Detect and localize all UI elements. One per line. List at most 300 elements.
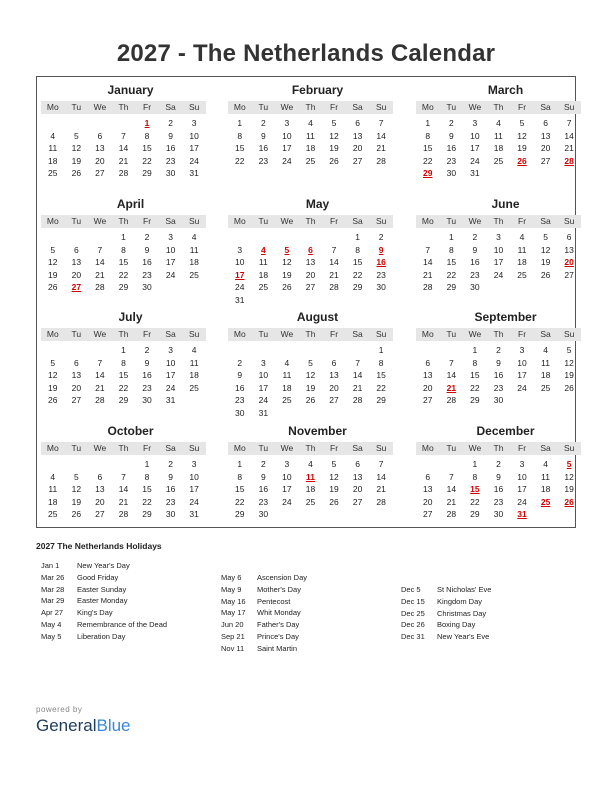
day-cell: 23 (258, 496, 269, 507)
day-cell: 30 (142, 282, 152, 292)
day-cell: 26 (48, 282, 58, 292)
day-cell: 20 (95, 496, 105, 507)
day-cell: 25 (305, 155, 316, 166)
day-cell: 21 (376, 143, 386, 153)
day-cell: 6 (543, 118, 548, 128)
holiday-day-cell: 5 (284, 244, 290, 255)
day-cell: 16 (470, 257, 480, 267)
day-cell: 20 (305, 269, 316, 280)
month-name: June (491, 197, 520, 211)
day-cell (65, 231, 89, 244)
day-cell: 15 (446, 257, 457, 267)
day-cell (88, 458, 112, 471)
day-cell: 15 (235, 484, 245, 494)
day-cell: 16 (446, 143, 457, 153)
holiday-entry (221, 631, 307, 643)
day-cell: 8 (237, 471, 243, 482)
day-cell: 19 (48, 269, 58, 280)
day-cell: 17 (165, 257, 176, 267)
day-cell: 19 (48, 382, 58, 393)
weekday-label: Su (188, 216, 200, 226)
month-name: April (116, 197, 145, 211)
page-title: 2027 - The Netherlands Calendar (116, 40, 496, 67)
week-row (41, 281, 206, 294)
week-row (41, 483, 206, 496)
day-cell: 22 (235, 155, 245, 166)
holiday-date: Dec 26 (401, 620, 425, 630)
day-cell: 30 (165, 168, 176, 178)
weekday-label: Fr (143, 443, 152, 453)
day-cell: 23 (470, 269, 480, 280)
holiday-name: Prince's Day (257, 631, 299, 641)
weekday-label: We (280, 443, 294, 453)
brand-name-part1: General (36, 716, 97, 735)
day-cell: 13 (95, 143, 105, 153)
day-cell: 18 (258, 269, 269, 280)
holiday-name: Whit Monday (257, 608, 301, 618)
day-cell: 22 (470, 496, 480, 507)
day-cell: 30 (493, 509, 504, 519)
day-cell: 12 (48, 257, 58, 267)
day-cell: 15 (376, 370, 386, 380)
day-cell: 29 (470, 395, 480, 405)
calendar-grid (36, 76, 576, 528)
weekday-label: Fr (143, 216, 152, 226)
day-cell: 2 (496, 459, 501, 469)
day-cell (299, 344, 323, 357)
weekday-label: Fr (518, 216, 527, 226)
day-cell: 26 (71, 509, 82, 519)
weekday-label: Fr (330, 443, 339, 453)
day-cell: 4 (284, 357, 290, 368)
weekday-label: Th (118, 102, 129, 112)
day-cell: 2 (378, 232, 384, 242)
day-cell: 17 (493, 257, 504, 267)
brand-name-part2: Blue (96, 716, 131, 735)
month-july (41, 309, 206, 407)
day-cell (275, 294, 299, 307)
day-cell: 9 (237, 370, 243, 380)
holiday-date: Nov 11 (221, 643, 245, 653)
day-cell: 13 (564, 244, 574, 255)
weekday-label: We (93, 102, 107, 112)
day-cell: 27 (352, 155, 363, 166)
day-cell: 18 (48, 496, 58, 507)
day-cell: 27 (95, 168, 105, 178)
day-cell: 11 (48, 143, 58, 153)
day-cell (322, 231, 346, 244)
holiday-entry (41, 607, 167, 619)
week-row (416, 155, 581, 168)
day-cell: 10 (189, 130, 199, 141)
day-cell: 10 (282, 471, 292, 482)
day-cell: 27 (95, 509, 105, 519)
weekday-label: Tu (446, 443, 457, 453)
weekday-label: Sa (540, 443, 551, 453)
day-cell (369, 407, 393, 420)
weekday-label: Sa (352, 102, 363, 112)
holiday-entry (41, 595, 167, 607)
day-cell: 8 (425, 130, 431, 141)
week-row (416, 130, 581, 143)
day-cell: 29 (142, 168, 152, 178)
day-cell: 9 (260, 130, 266, 141)
day-cell (322, 294, 346, 307)
weekday-label: Tu (71, 102, 82, 112)
day-cell (440, 344, 464, 357)
holiday-day-cell: 1 (144, 118, 150, 128)
day-cell: 26 (48, 395, 58, 405)
day-cell: 23 (493, 496, 504, 507)
weekday-label: Sa (165, 102, 176, 112)
day-cell: 4 (308, 459, 313, 469)
weekday-label: We (93, 443, 107, 453)
holiday-column (221, 572, 307, 655)
day-cell: 19 (517, 143, 527, 153)
month-name: May (305, 197, 330, 211)
week-row (228, 394, 393, 407)
powered-by-text: powered by (36, 705, 83, 714)
day-cell: 28 (446, 395, 457, 405)
week-row (416, 471, 581, 484)
week-row (41, 508, 206, 521)
day-cell: 14 (564, 130, 574, 141)
holiday-entry (221, 584, 307, 596)
holiday-date: Jun 20 (221, 620, 244, 630)
weekday-label: We (93, 216, 107, 226)
weekday-label: We (468, 443, 482, 453)
day-cell: 21 (564, 143, 574, 153)
day-cell: 1 (144, 459, 150, 469)
day-cell: 9 (448, 130, 454, 141)
week-row (41, 357, 206, 370)
holiday-day-cell: 15 (470, 484, 480, 494)
day-cell: 10 (235, 257, 245, 267)
day-cell: 25 (48, 509, 58, 519)
day-cell: 18 (48, 155, 58, 166)
day-cell: 28 (376, 155, 386, 166)
day-cell: 10 (470, 130, 480, 141)
weekday-label: Tu (71, 443, 82, 453)
day-cell: 6 (566, 232, 572, 242)
day-cell: 23 (165, 496, 176, 507)
holiday-day-cell: 5 (566, 459, 572, 469)
day-cell: 22 (142, 496, 152, 507)
day-cell: 16 (235, 382, 245, 393)
day-cell: 8 (378, 357, 384, 368)
day-cell: 1 (237, 118, 243, 128)
day-cell: 1 (472, 459, 478, 469)
weekday-header (228, 442, 393, 455)
day-cell: 6 (97, 471, 103, 482)
month-name: November (288, 424, 347, 438)
week-row (228, 281, 393, 294)
holiday-entry (41, 572, 167, 584)
day-cell: 14 (118, 484, 129, 494)
day-cell: 25 (282, 395, 292, 405)
holiday-column (41, 560, 167, 643)
day-cell: 17 (282, 143, 292, 153)
day-cell: 30 (165, 509, 176, 519)
day-cell: 30 (470, 282, 480, 292)
holiday-day-cell: 17 (235, 269, 245, 280)
holiday-day-cell: 26 (564, 496, 574, 507)
day-cell: 2 (496, 345, 501, 355)
week-row (41, 344, 206, 357)
day-cell: 20 (352, 484, 363, 494)
month-name: September (474, 310, 537, 324)
month-march (416, 82, 581, 180)
day-cell: 19 (305, 382, 316, 393)
weekday-label: Mo (233, 329, 246, 339)
day-cell: 26 (329, 155, 339, 166)
day-cell: 31 (235, 294, 245, 305)
day-cell: 30 (235, 407, 245, 418)
day-cell: 7 (566, 118, 572, 128)
day-cell (252, 294, 276, 307)
day-cell: 2 (168, 459, 173, 469)
day-cell (322, 508, 346, 521)
day-cell: 14 (423, 257, 433, 267)
weekday-label: Su (375, 216, 387, 226)
day-cell: 22 (376, 382, 386, 393)
day-cell (299, 231, 323, 244)
week-row (416, 483, 581, 496)
day-cell: 15 (142, 143, 152, 153)
weekday-header (416, 328, 581, 341)
day-cell: 24 (282, 496, 292, 507)
weekday-header (416, 101, 581, 114)
day-cell: 3 (191, 459, 197, 469)
day-cell: 23 (235, 395, 245, 405)
day-cell: 19 (329, 143, 339, 153)
weekday-label: Tu (71, 329, 82, 339)
day-cell (322, 407, 346, 420)
weekday-label: Tu (258, 216, 269, 226)
day-cell (275, 344, 299, 357)
day-cell (41, 231, 65, 244)
day-cell: 8 (121, 357, 126, 368)
day-cell: 7 (97, 357, 103, 368)
day-cell: 21 (352, 382, 363, 393)
day-cell (510, 167, 534, 180)
day-cell: 7 (378, 118, 384, 128)
day-cell: 24 (470, 155, 480, 166)
weekday-label: Tu (258, 443, 269, 453)
day-cell (299, 407, 323, 420)
week-row (416, 344, 581, 357)
week-row (416, 167, 581, 180)
holiday-entry (221, 607, 307, 619)
day-cell (41, 117, 65, 130)
day-cell: 25 (305, 496, 316, 507)
day-cell: 16 (142, 370, 152, 380)
weekday-header (41, 328, 206, 341)
holiday-date: May 9 (221, 584, 242, 594)
day-cell: 4 (543, 459, 548, 469)
month-february (228, 82, 393, 167)
day-cell: 29 (235, 509, 245, 519)
month-name: December (476, 424, 535, 438)
day-cell: 27 (423, 509, 433, 519)
day-cell: 1 (237, 459, 243, 469)
week-row (41, 471, 206, 484)
day-cell: 12 (329, 471, 339, 482)
day-cell: 13 (329, 370, 339, 380)
week-row (416, 244, 581, 257)
weekday-label: Th (305, 329, 316, 339)
day-cell: 15 (470, 370, 480, 380)
holiday-name: Easter Sunday (77, 584, 127, 594)
holiday-name: Saint Martin (257, 643, 298, 653)
day-cell: 14 (329, 257, 339, 267)
day-cell (65, 344, 89, 357)
weekday-label: Fr (330, 102, 339, 112)
day-cell: 20 (71, 269, 82, 280)
day-cell: 5 (566, 345, 572, 355)
holiday-entry (401, 619, 491, 631)
day-cell (88, 117, 112, 130)
week-row (228, 508, 393, 521)
holiday-name: Mother's Day (257, 584, 301, 594)
day-cell: 24 (282, 155, 292, 166)
day-cell: 21 (376, 484, 386, 494)
day-cell: 19 (564, 370, 574, 380)
week-row (41, 382, 206, 395)
weekday-label: Su (375, 443, 387, 453)
day-cell: 1 (472, 345, 478, 355)
day-cell: 1 (121, 232, 126, 242)
day-cell: 14 (352, 370, 363, 380)
day-cell: 26 (71, 168, 82, 178)
month-november (228, 423, 393, 521)
day-cell: 2 (237, 357, 243, 368)
day-cell: 31 (258, 407, 269, 418)
holiday-name: Good Friday (77, 572, 119, 582)
day-cell (369, 508, 393, 521)
weekday-label: Mo (233, 102, 246, 112)
day-cell: 13 (95, 484, 105, 494)
week-row (416, 281, 581, 294)
day-cell: 29 (446, 282, 457, 292)
holiday-name: Boxing Day (437, 620, 476, 630)
day-cell (369, 294, 393, 307)
weekday-label: Su (375, 102, 387, 112)
day-cell (65, 458, 89, 471)
week-row (41, 231, 206, 244)
day-cell: 16 (165, 484, 176, 494)
day-cell: 1 (121, 345, 126, 355)
weekday-label: Sa (165, 443, 176, 453)
day-cell (416, 344, 440, 357)
day-cell: 16 (258, 143, 269, 153)
weekday-label: We (280, 102, 294, 112)
week-row (228, 458, 393, 471)
day-cell (228, 344, 252, 357)
day-cell: 23 (142, 382, 152, 393)
day-cell: 9 (168, 471, 173, 482)
day-cell: 5 (73, 130, 79, 141)
day-cell: 12 (71, 143, 82, 153)
day-cell: 31 (189, 168, 199, 178)
month-october (41, 423, 206, 521)
weekday-label: Fr (518, 329, 527, 339)
day-cell: 14 (446, 484, 457, 494)
week-row (228, 344, 393, 357)
weekday-label: Mo (46, 329, 59, 339)
day-cell: 30 (376, 282, 386, 292)
day-cell: 25 (189, 382, 199, 393)
day-cell: 27 (71, 395, 82, 405)
day-cell: 26 (305, 395, 316, 405)
day-cell: 21 (118, 496, 129, 507)
day-cell: 7 (378, 459, 384, 469)
day-cell: 19 (329, 484, 339, 494)
weekday-label: Su (563, 216, 575, 226)
week-row (416, 458, 581, 471)
day-cell: 22 (423, 155, 433, 166)
weekday-label: Mo (421, 443, 434, 453)
day-cell: 2 (168, 118, 173, 128)
day-cell: 23 (258, 155, 269, 166)
day-cell: 13 (423, 370, 433, 380)
brand-logo[interactable] (36, 716, 131, 736)
day-cell: 18 (282, 382, 292, 393)
holiday-column (401, 584, 491, 643)
holiday-day-cell: 11 (305, 471, 315, 482)
day-cell: 2 (144, 345, 150, 355)
weekday-label: Su (563, 102, 575, 112)
day-cell: 25 (493, 155, 504, 166)
day-cell: 20 (423, 382, 433, 393)
holiday-entry (401, 584, 491, 596)
day-cell: 11 (517, 244, 527, 255)
week-row (416, 508, 581, 521)
day-cell: 4 (543, 345, 548, 355)
holiday-entry (41, 619, 167, 631)
holiday-day-cell: 4 (260, 244, 266, 255)
day-cell: 6 (355, 459, 360, 469)
day-cell: 15 (118, 370, 129, 380)
day-cell: 17 (258, 382, 269, 393)
holiday-date: Dec 5 (401, 585, 421, 594)
holiday-entry (41, 631, 167, 643)
day-cell (275, 231, 299, 244)
day-cell: 29 (376, 395, 386, 405)
holiday-date: Jan 1 (41, 561, 60, 570)
day-cell: 3 (472, 118, 478, 128)
holiday-entry (41, 584, 167, 596)
weekday-header (41, 215, 206, 228)
week-row (41, 130, 206, 143)
day-cell (41, 458, 65, 471)
day-cell (557, 394, 581, 407)
holiday-entry (221, 643, 307, 655)
day-cell: 23 (446, 155, 457, 166)
holiday-entry (221, 572, 307, 584)
day-cell: 7 (331, 244, 337, 255)
day-cell: 31 (165, 395, 176, 405)
weekday-label: Sa (352, 329, 363, 339)
weekday-label: Su (188, 329, 200, 339)
day-cell: 1 (355, 232, 360, 242)
day-cell: 15 (118, 257, 129, 267)
day-cell: 9 (260, 471, 266, 482)
day-cell: 12 (564, 357, 574, 368)
day-cell: 11 (258, 257, 268, 267)
day-cell (416, 458, 440, 471)
day-cell: 18 (305, 484, 316, 494)
